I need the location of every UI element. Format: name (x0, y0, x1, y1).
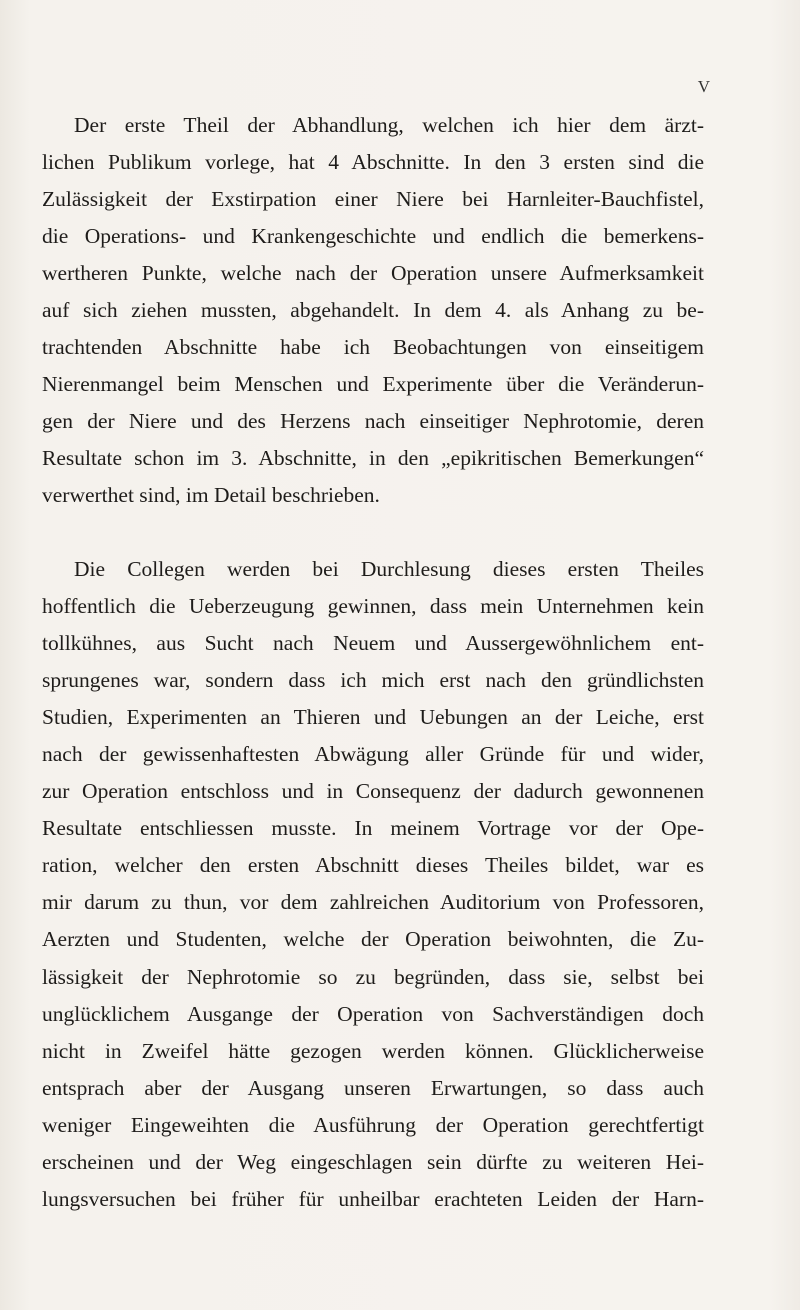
text-line: Studien, Experimenten an Thieren und Uebungen an der Leiche, erst (42, 705, 704, 730)
text-line: tollkühnes, aus Sucht nach Neuem und Aussergewöhnlichem ent- (42, 631, 704, 656)
text-line: hoffentlich die Ueberzeugung gewinnen, dass mein Unternehmen kein (42, 594, 704, 619)
text-line: Resultate schon im 3. Abschnitte, in den „epikritischen Bemerkungen“ (42, 446, 704, 471)
text-line: wertheren Punkte, welche nach der Operation unsere Aufmerksamkeit (42, 261, 704, 286)
text-line: erscheinen und der Weg eingeschlagen sein dürfte zu weiteren Hei- (42, 1149, 704, 1174)
text-line: Resultate entschliessen musste. In meinem Vortrage vor der Ope- (42, 816, 704, 841)
text-line: Der erste Theil der Abhandlung, welchen ich hier dem ärzt- (74, 113, 704, 137)
text-line: zur Operation entschloss und in Consequenz der dadurch gewonnenen (42, 779, 704, 804)
text-line: ration, welcher den ersten Abschnitt dieses Theiles bildet, war es (42, 853, 704, 878)
paragraph-1 (42, 107, 704, 515)
text-line: lichen Publikum vorlege, hat 4 Abschnitte. In den 3 ersten sind die (42, 150, 704, 175)
text-line: mir darum zu thun, vor dem zahlreichen Auditorium von Professoren, (42, 890, 704, 915)
text-line: weniger Eingeweihten die Ausführung der Operation gerechtfertigt (42, 1112, 704, 1137)
text-line: Nierenmangel beim Menschen und Experimente über die Veränderun- (42, 372, 704, 397)
text-line: nach der gewissenhaftesten Abwägung aller Gründe für und wider, (42, 742, 704, 767)
paragraph-2 (42, 551, 704, 1218)
text-line: lässigkeit der Nephrotomie so zu begründen, dass sie, selbst bei (42, 964, 704, 989)
text-line: gen der Niere und des Herzens nach einseitiger Nephrotomie, deren (42, 409, 704, 434)
text-line: Zulässigkeit der Exstirpation einer Niere bei Harnleiter-Bauchfistel, (42, 187, 704, 212)
text-line: die Operations- und Krankengeschichte und endlich die bemerkens- (42, 224, 704, 249)
text-line: lungsversuchen bei früher für unheilbar erachteten Leiden der Harn- (42, 1186, 704, 1211)
text-line: auf sich ziehen mussten, abgehandelt. In dem 4. als Anhang zu be- (42, 298, 704, 323)
text-line: unglücklichem Ausgange der Operation von Sachverständigen doch (42, 1001, 704, 1026)
text-line: verwerthet sind, im Detail beschrieben. (42, 483, 380, 508)
text-line: entsprach aber der Ausgang unseren Erwartungen, so dass auch (42, 1075, 704, 1100)
text-line: Aerzten und Studenten, welche der Operation beiwohnten, die Zu- (42, 927, 704, 952)
page-number: V (697, 77, 710, 96)
text-line: Die Collegen werden bei Durchlesung dieses ersten Theiles (74, 557, 704, 581)
text-line: sprungenes war, sondern dass ich mich erst nach den gründlichsten (42, 668, 704, 693)
text-line: trachtenden Abschnitte habe ich Beobachtungen von einseitigem (42, 335, 704, 360)
text-line: nicht in Zweifel hätte gezogen werden können. Glücklicherweise (42, 1038, 704, 1063)
